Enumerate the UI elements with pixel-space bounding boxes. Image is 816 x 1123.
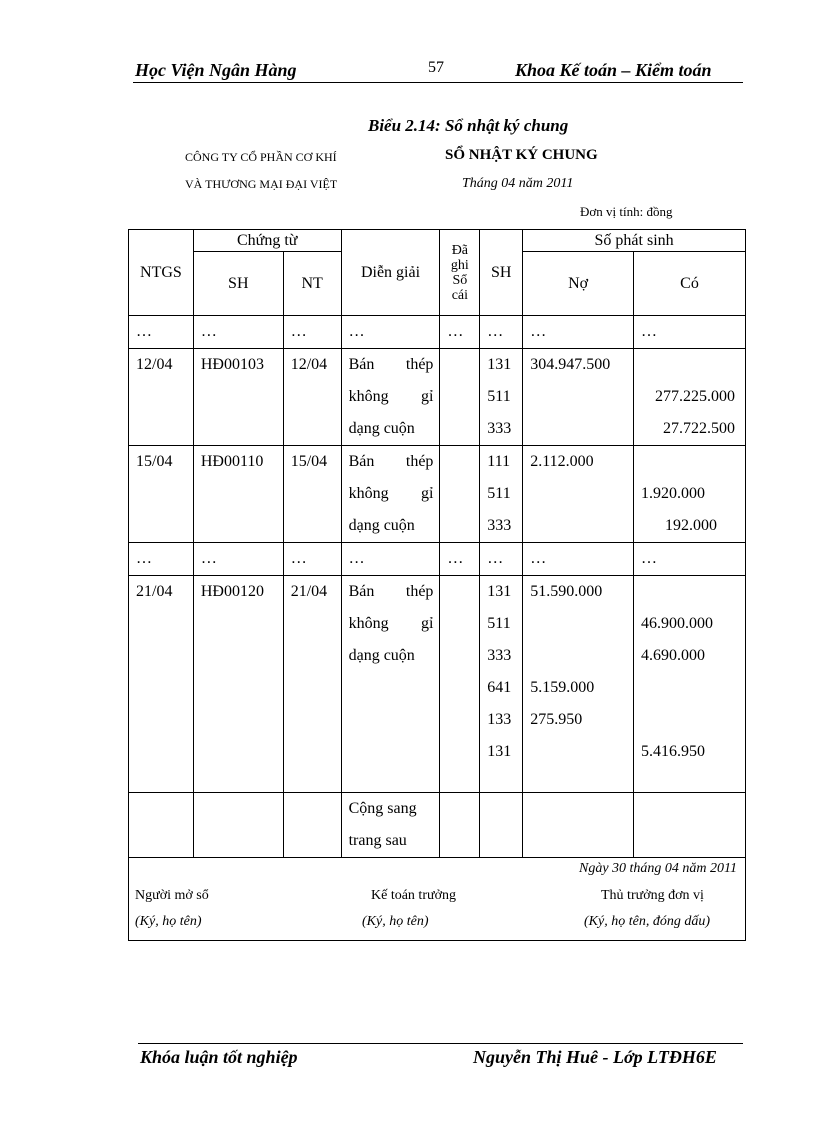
credit-amount: 27.722.500 — [663, 420, 735, 437]
ellipsis-cell: … — [641, 323, 658, 340]
header-so-phat-sinh: Số phát sinh — [523, 230, 746, 252]
debit-amount: 304.947.500 — [530, 356, 611, 373]
credit-amount — [634, 704, 745, 736]
book-period: Tháng 04 năm 2011 — [462, 176, 574, 191]
entry-ntgs: 21/04 — [136, 583, 173, 600]
header-da-ghi-line: ghi — [450, 257, 469, 273]
header-co: Có — [634, 252, 746, 316]
footer-rule — [138, 1043, 743, 1044]
desc-word: gỉ — [420, 485, 434, 502]
signer-role: Thủ trưởng đơn vị — [601, 888, 704, 903]
credit-amount: 192.000 — [665, 517, 717, 534]
desc-word: thép — [405, 583, 434, 600]
footer-left: Khóa luận tốt nghiệp — [140, 1047, 298, 1067]
entry-sh: HĐ00103 — [200, 356, 264, 373]
carry-line: trang sau — [348, 832, 407, 849]
header-department: Khoa Kế toán – Kiểm toán — [515, 60, 712, 80]
page-number: 57 — [428, 59, 444, 76]
signer-note: (Ký, họ tên) — [362, 914, 429, 929]
carry-forward-label — [341, 793, 440, 858]
desc-line: dạng cuộn — [348, 517, 415, 534]
caption: Biểu 2.14: Sổ nhật ký chung — [368, 116, 569, 135]
debit-amount — [523, 510, 633, 542]
debit-amount: 5.159.000 — [530, 679, 595, 696]
ellipsis-cell: … — [447, 550, 464, 567]
entry-credit — [634, 576, 746, 793]
ellipsis-row — [129, 316, 746, 349]
entry-debit — [523, 446, 634, 543]
signature-row — [129, 858, 746, 941]
entry-ntgs: 12/04 — [136, 356, 173, 373]
entry-accounts — [480, 349, 523, 446]
credit-amount: 1.920.000 — [641, 485, 706, 502]
desc-line — [342, 478, 440, 510]
entry-row — [129, 446, 746, 543]
entry-accounts — [480, 446, 523, 543]
ellipsis-cell: … — [136, 550, 152, 567]
ellipsis-cell: … — [348, 550, 365, 567]
header-chung-tu: Chứng từ — [193, 230, 341, 252]
account-code: 511 — [487, 485, 511, 502]
ellipsis-cell: … — [290, 323, 307, 340]
entry-description — [341, 576, 440, 793]
entry-credit — [634, 446, 746, 543]
desc-word: Bán — [348, 453, 375, 470]
account-code: 333 — [487, 647, 512, 664]
header-sh-account: SH — [480, 230, 523, 316]
account-code: 133 — [487, 711, 512, 728]
entry-posted — [440, 446, 480, 543]
carry-forward-row — [129, 793, 746, 858]
ellipsis-cell: … — [447, 323, 464, 340]
entry-accounts — [480, 576, 523, 793]
header-da-ghi-line: Sổ — [452, 272, 468, 288]
desc-word: gỉ — [420, 388, 434, 405]
ellipsis-row — [129, 543, 746, 576]
debit-amount — [523, 640, 633, 672]
credit-amount — [634, 349, 745, 381]
desc-word: gỉ — [420, 615, 434, 632]
desc-word: Bán — [348, 583, 375, 600]
account-code: 333 — [487, 517, 512, 534]
header-sh: SH — [193, 252, 283, 316]
ellipsis-cell: … — [136, 323, 152, 340]
debit-amount: 51.590.000 — [530, 583, 603, 600]
account-code: 111 — [487, 453, 511, 470]
entry-sh: HĐ00110 — [200, 453, 264, 470]
entry-nt: 21/04 — [290, 583, 328, 600]
entry-sh: HĐ00120 — [200, 583, 264, 600]
ellipsis-cell: … — [290, 550, 307, 567]
desc-line: dạng cuộn — [348, 647, 415, 664]
account-code: 511 — [487, 388, 511, 405]
desc-word: không — [348, 615, 389, 632]
credit-amount — [634, 576, 745, 608]
credit-amount: 4.690.000 — [641, 647, 706, 664]
account-code: 511 — [487, 615, 511, 632]
ellipsis-cell: … — [348, 323, 365, 340]
header-da-ghi-line: cái — [451, 287, 469, 303]
header-rule — [133, 82, 743, 83]
book-title: SỔ NHẬT KÝ CHUNG — [445, 147, 598, 163]
signer-note: (Ký, họ tên, đóng dấu) — [584, 914, 710, 929]
entry-description — [341, 446, 440, 543]
debit-amount — [523, 608, 633, 640]
entry-row — [129, 349, 746, 446]
entry-posted — [440, 576, 480, 793]
desc-line — [342, 381, 440, 413]
entry-ntgs: 15/04 — [136, 453, 173, 470]
entry-nt: 12/04 — [290, 356, 328, 373]
ellipsis-cell: … — [641, 550, 658, 567]
credit-amount: 5.416.950 — [641, 743, 706, 760]
ellipsis-cell: … — [200, 323, 217, 340]
debit-amount: 2.112.000 — [530, 453, 594, 470]
debit-amount — [523, 736, 633, 768]
desc-word: không — [348, 388, 389, 405]
account-code: 641 — [487, 679, 512, 696]
unit-label: Đơn vị tính: đồng — [580, 204, 673, 219]
entry-row — [129, 576, 746, 793]
account-code: 131 — [487, 583, 512, 600]
signer-role: Người mở sổ — [135, 888, 209, 903]
ellipsis-cell: … — [530, 323, 547, 340]
debit-amount — [523, 381, 633, 413]
desc-word: thép — [405, 453, 434, 470]
company-line2: VÀ THƯƠNG MẠI ĐẠI VIỆT — [185, 177, 338, 191]
header-da-ghi-so-cai — [440, 230, 480, 316]
header-da-ghi-line: Đã — [451, 242, 469, 258]
signer-note: (Ký, họ tên) — [135, 914, 202, 929]
desc-line — [342, 349, 440, 381]
header-school: Học Viện Ngân Hàng — [135, 60, 297, 80]
desc-line: dạng cuộn — [348, 420, 415, 437]
sign-date: Ngày 30 tháng 04 năm 2011 — [578, 861, 737, 876]
account-code: 131 — [487, 743, 512, 760]
desc-word: Bán — [348, 356, 375, 373]
ellipsis-cell: … — [200, 550, 217, 567]
ellipsis-cell: … — [530, 550, 547, 567]
header-nt: NT — [283, 252, 341, 316]
debit-amount: 275.950 — [530, 711, 583, 728]
entry-nt: 15/04 — [290, 453, 328, 470]
entry-posted — [440, 349, 480, 446]
credit-amount — [634, 672, 745, 704]
debit-amount — [523, 478, 633, 510]
footer-right: Nguyễn Thị Huê - Lớp LTĐH6E — [473, 1047, 717, 1067]
account-code: 333 — [487, 420, 512, 437]
journal-table — [128, 229, 746, 941]
credit-amount: 46.900.000 — [641, 615, 714, 632]
entry-debit — [523, 576, 634, 793]
header-no: Nợ — [523, 252, 634, 316]
signer-role: Kế toán trưởng — [371, 888, 456, 903]
desc-word: không — [348, 485, 389, 502]
desc-line — [342, 576, 440, 608]
credit-amount — [634, 446, 745, 478]
carry-line: Cộng sang — [348, 800, 417, 817]
desc-line — [342, 446, 440, 478]
account-code: 131 — [487, 356, 512, 373]
company-line1: CÔNG TY CỔ PHẦN CƠ KHÍ — [185, 150, 337, 164]
ellipsis-cell: … — [487, 323, 504, 340]
desc-word: thép — [405, 356, 434, 373]
desc-line — [342, 608, 440, 640]
entry-credit — [634, 349, 746, 446]
credit-amount: 277.225.000 — [655, 388, 735, 405]
header-ntgs: NTGS — [129, 230, 194, 316]
ellipsis-cell: … — [487, 550, 504, 567]
header-dien-giai: Diễn giải — [341, 230, 440, 316]
debit-amount — [523, 413, 633, 445]
entry-description — [341, 349, 440, 446]
entry-debit — [523, 349, 634, 446]
